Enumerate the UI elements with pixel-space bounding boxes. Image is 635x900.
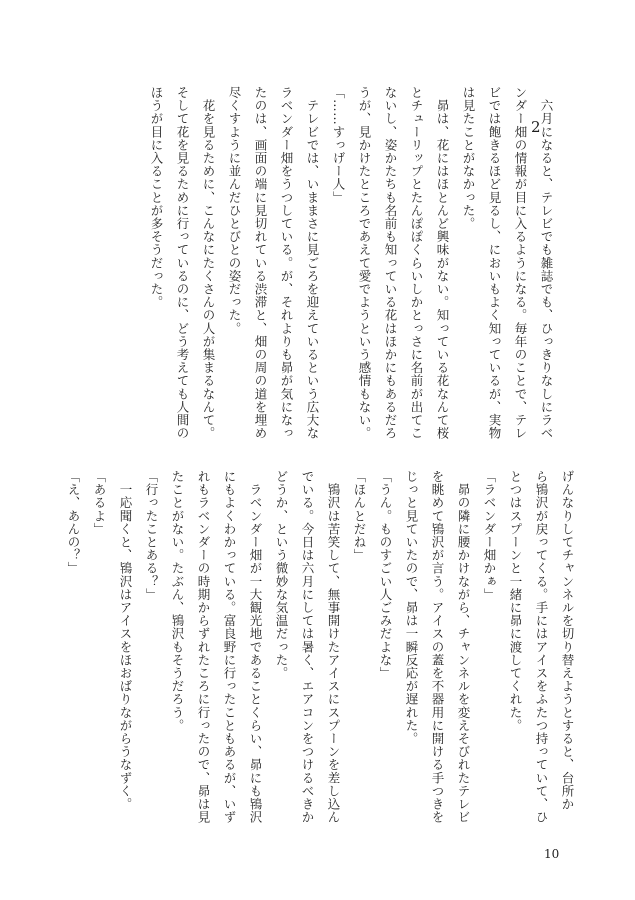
text-line: 一応聞くと、鴇沢はアイスをほおばりながらうなずく。 xyxy=(118,470,133,811)
text-line: ラベンダー畑をうつしている。が、それよりも昴が気になっ xyxy=(279,86,294,440)
text-line: 花を見るために、こんなにたくさんの人が集まるなんて。 xyxy=(201,86,216,440)
text-line: 鴇沢は苦笑して、無事開けたアイスにスプーンを差し込ん xyxy=(326,470,341,824)
text-line: げんなりしてチャンネルを切り替えようとすると、台所か xyxy=(560,470,575,811)
text-line: 「うん。ものすごい人ごみだよな」 xyxy=(378,470,393,680)
text-line: どうか、という微妙な気温だった。 xyxy=(274,470,289,680)
text-line: ビでは飽きるほど見るし、においもよく知っているが、実物 xyxy=(487,86,502,440)
text-line: とチューリップとたんぽぽくらいしかとっさに名前が出てこ xyxy=(409,86,424,440)
text-line: テレビでは、いままさに見ごろを迎えているという広大な xyxy=(305,86,320,440)
section-number: 2 xyxy=(531,118,541,136)
text-line: ほうが目に入ることが多そうだった。 xyxy=(149,86,164,309)
text-line: ンダー畑の情報が目に入るようになる。毎年のことで、テレ xyxy=(513,86,528,440)
page-number: 10 xyxy=(544,847,560,861)
text-line: 「……すっげー人」 xyxy=(331,86,346,204)
text-line: 尽くすように並んだひとびとの姿だった。 xyxy=(227,86,242,335)
text-line: 六月になると、テレビでも雑誌でも、ひっきりなしにラベ xyxy=(539,86,554,440)
text-line: 「ほんとだね」 xyxy=(352,470,367,562)
text-line: じっと見ていたので、昴は一瞬反応が遅れた。 xyxy=(404,470,419,746)
text-line: とつはスプーンと一緒に昴に渡してくれた。 xyxy=(508,470,523,732)
text-line: は見たことがなかった。 xyxy=(461,86,476,231)
text-line: ら鴇沢が戻ってくる。手にはアイスをふたつ持っていて、ひ xyxy=(534,470,549,824)
upper-text-block xyxy=(143,86,559,440)
lower-text-block xyxy=(60,470,580,824)
text-line: たことがない。たぶん、鴇沢もそうだろう。 xyxy=(170,470,185,732)
text-line: うが、見かけたところであえて愛でようという感情もない。 xyxy=(357,86,372,440)
text-line: でいる。今日は六月にしては暑く、エアコンをつけるべきか xyxy=(300,470,315,824)
text-line: を眺めて鴇沢が言う。アイスの蓋を不器用に開ける手つきを xyxy=(430,470,445,824)
text-line: 昴は、花にはほとんど興味がない。知っている花なんて桜 xyxy=(435,86,450,440)
text-line: ないし、姿かたちも名前も知っている花はほかにもあるだろ xyxy=(383,86,398,440)
text-line: にもよくわかっている。富良野に行ったこともあるが、いず xyxy=(222,470,237,824)
text-line: 「あるよ」 xyxy=(92,470,107,536)
text-line: 「ラベンダー畑かぁ」 xyxy=(482,470,497,601)
text-line: そして花を見るために行っているのに、どう考えても人間の xyxy=(175,86,190,440)
text-line: ラベンダー畑が一大観光地であることくらい、昴にも鴇沢 xyxy=(248,470,263,824)
text-line: 昴の隣に腰かけながら、チャンネルを変えそびれたテレビ xyxy=(456,470,471,824)
text-line: たのは、画面の端に見切れている渋滞と、畑の周の道を埋め xyxy=(253,86,268,440)
text-line: れもラベンダーの時期からずれたころに行ったので、昴は見 xyxy=(196,470,211,824)
text-line: 「行ったことある？」 xyxy=(144,470,159,601)
text-line: 「え、あんの？」 xyxy=(66,470,81,575)
